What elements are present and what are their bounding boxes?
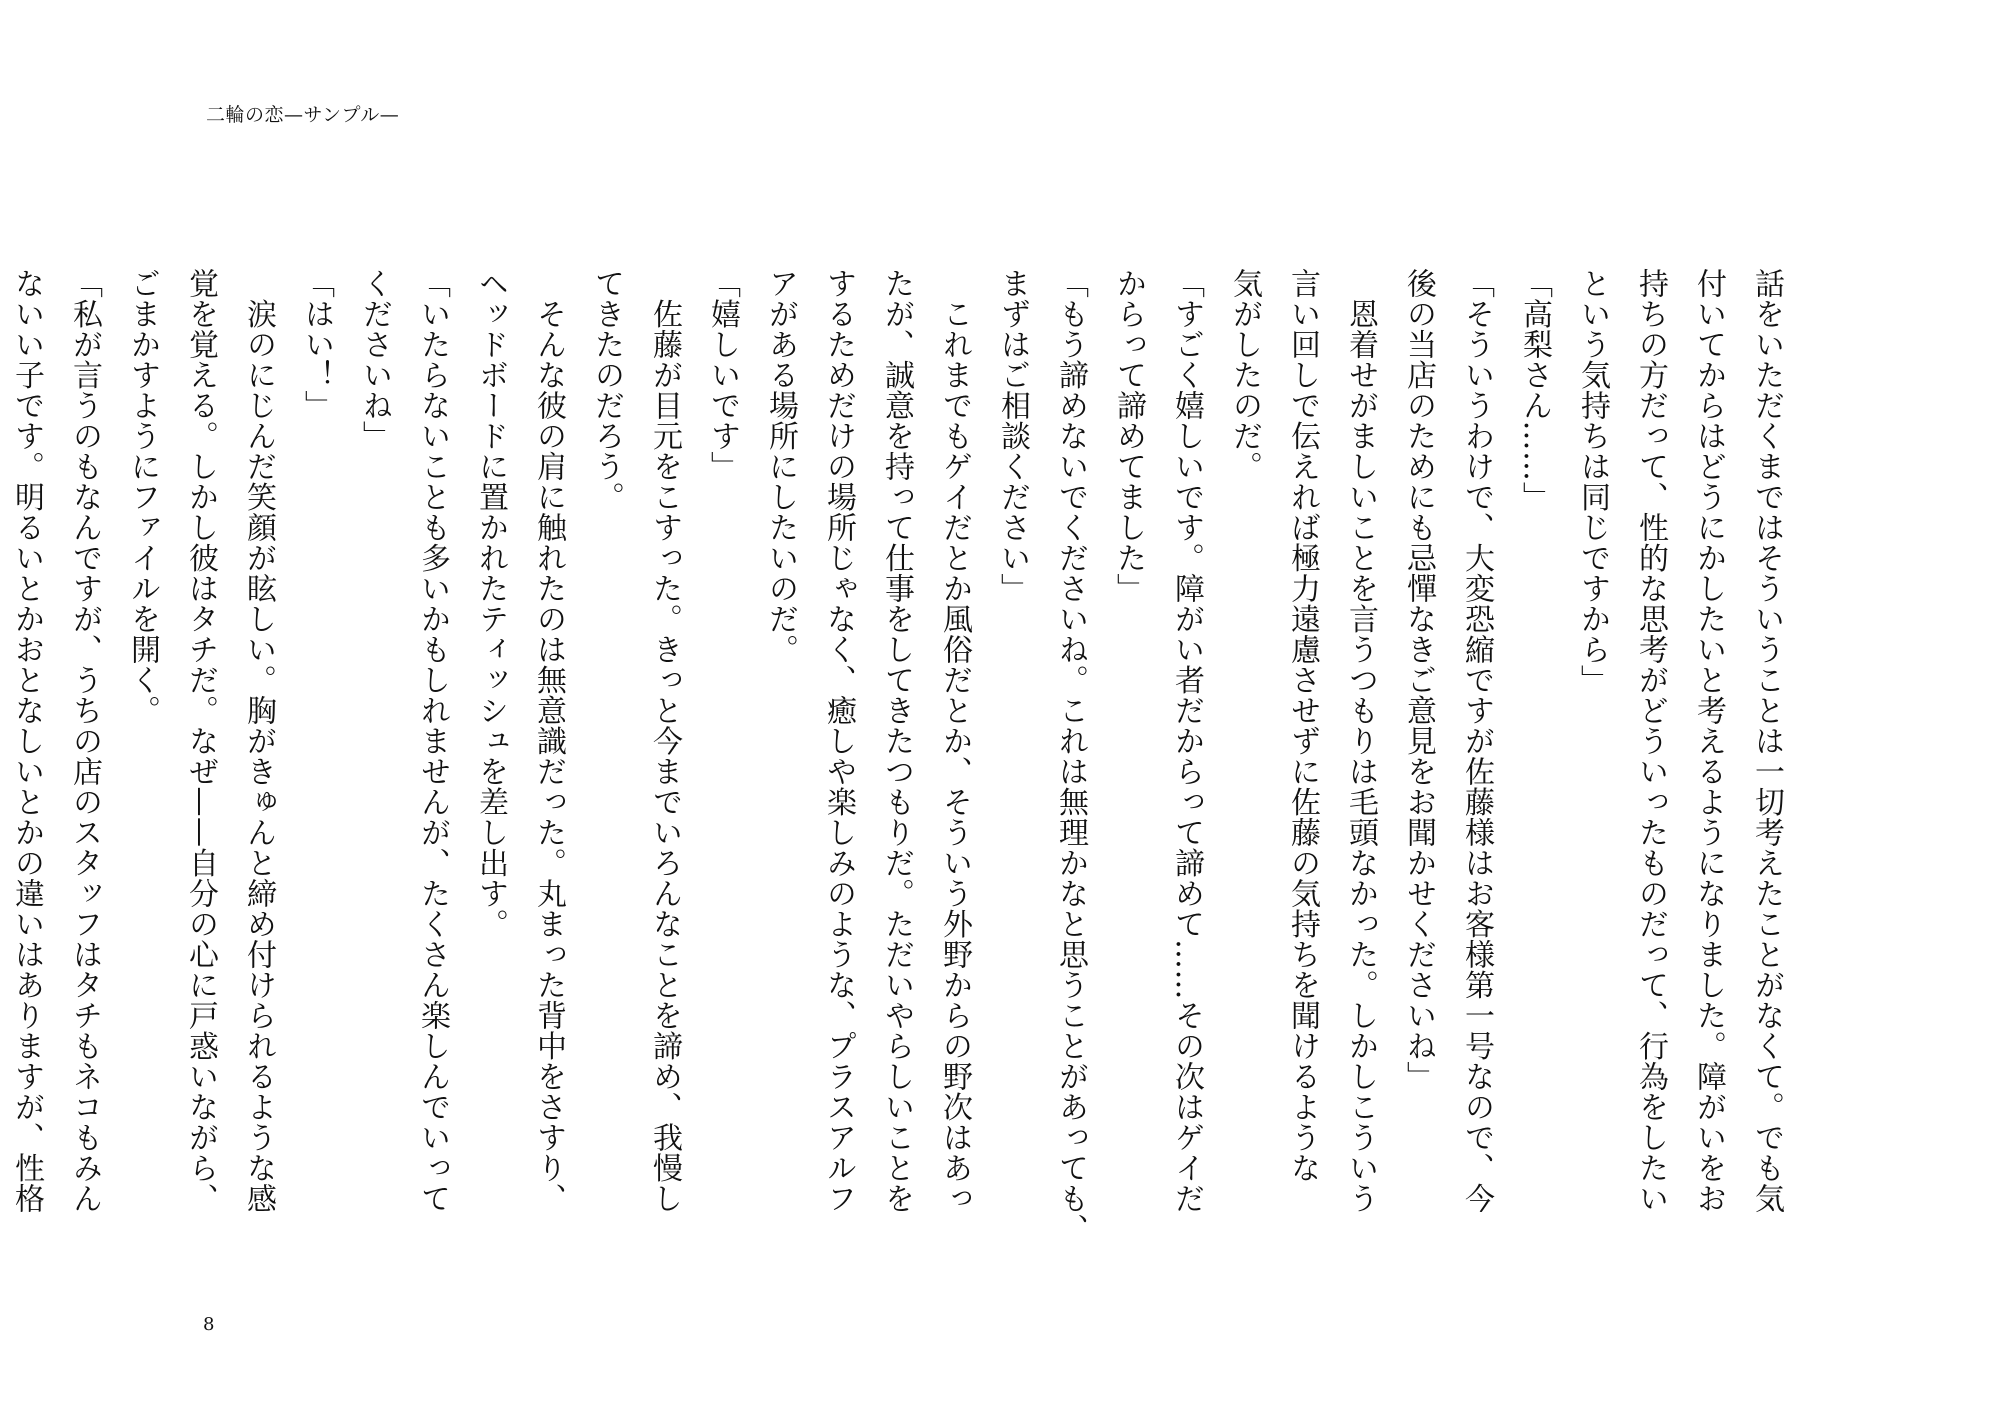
text-line: 「もう諦めないでくださいね。これは無理かなと思うことがあっても、 bbox=[1053, 268, 1088, 1244]
text-line: ごまかすようにファイルを開く。 bbox=[125, 268, 160, 726]
text-line: 言い回しで伝えれば極力遠慮させずに佐藤の気持ちを聞けるような bbox=[1285, 268, 1320, 1183]
text-line: からって諦めてました」 bbox=[1111, 268, 1146, 604]
text-line: ヘッドボードに置かれたティッシュを差し出す。 bbox=[473, 268, 508, 939]
text-line: 「そういうわけで、大変恐縮ですが佐藤様はお客様第一号なので、今 bbox=[1459, 268, 1494, 1214]
text-line: たが、誠意を持って仕事をしてきたつもりだ。ただいやらしいことを bbox=[879, 268, 914, 1214]
text-line: これまでもゲイだとか風俗だとか、そういう外野からの野次はあっ bbox=[937, 268, 972, 1214]
page-number: 8 bbox=[203, 1314, 215, 1335]
text-line: 覚を覚える。しかし彼はタチだ。なぜ——自分の心に戸惑いながら、 bbox=[183, 268, 218, 1214]
text-line: 付いてからはどうにかしたいと考えるようになりました。障がいをお bbox=[1691, 268, 1726, 1214]
text-line: 気がしたのだ。 bbox=[1227, 268, 1262, 482]
text-line: アがある場所にしたいのだ。 bbox=[763, 268, 798, 665]
text-line: 恩着せがましいことを言うつもりは毛頭なかった。しかしこういう bbox=[1343, 268, 1378, 1214]
text-line: ないい子です。明るいとかおとなしいとかの違いはありますが、性格 bbox=[9, 268, 44, 1214]
text-line: という気持ちは同じですから」 bbox=[1575, 268, 1610, 695]
text-line: 「はい！」 bbox=[299, 268, 334, 421]
text-line: 「いたらないことも多いかもしれませんが、たくさん楽しんでいって bbox=[415, 268, 450, 1214]
text-line: そんな彼の肩に触れたのは無意識だった。丸まった背中をさすり、 bbox=[531, 268, 566, 1214]
text-line: 「私が言うのもなんですが、うちの店のスタッフはタチもネコもみん bbox=[67, 268, 102, 1214]
text-line: 話をいただくまではそういうことは一切考えたことがなくて。でも気 bbox=[1749, 268, 1784, 1214]
text-line: まずはご相談ください」 bbox=[995, 268, 1030, 604]
text-line: てきたのだろう。 bbox=[589, 268, 624, 512]
text-line: 佐藤が目元をこすった。きっと今までいろんなことを諦め、我慢し bbox=[647, 268, 682, 1214]
text-line: 後の当店のためにも忌憚なきご意見をお聞かせくださいね」 bbox=[1401, 268, 1436, 1092]
text-line: 「すごく嬉しいです。障がい者だからって諦めて……その次はゲイだ bbox=[1169, 268, 1204, 1214]
running-header: 二輪の恋—サンプル— bbox=[206, 104, 400, 126]
text-line: 「高梨さん……」 bbox=[1517, 268, 1552, 512]
text-line: くださいね」 bbox=[357, 268, 392, 451]
text-line: するためだけの場所じゃなく、癒しや楽しみのような、プラスアルフ bbox=[821, 268, 856, 1214]
text-line: 涙のにじんだ笑顔が眩しい。胸がきゅんと締め付けられるような感 bbox=[241, 268, 276, 1214]
body-text bbox=[9, 268, 1795, 1244]
text-line: 持ちの方だって、性的な思考がどういったものだって、行為をしたい bbox=[1633, 268, 1668, 1214]
text-line: 「嬉しいです」 bbox=[705, 268, 740, 482]
